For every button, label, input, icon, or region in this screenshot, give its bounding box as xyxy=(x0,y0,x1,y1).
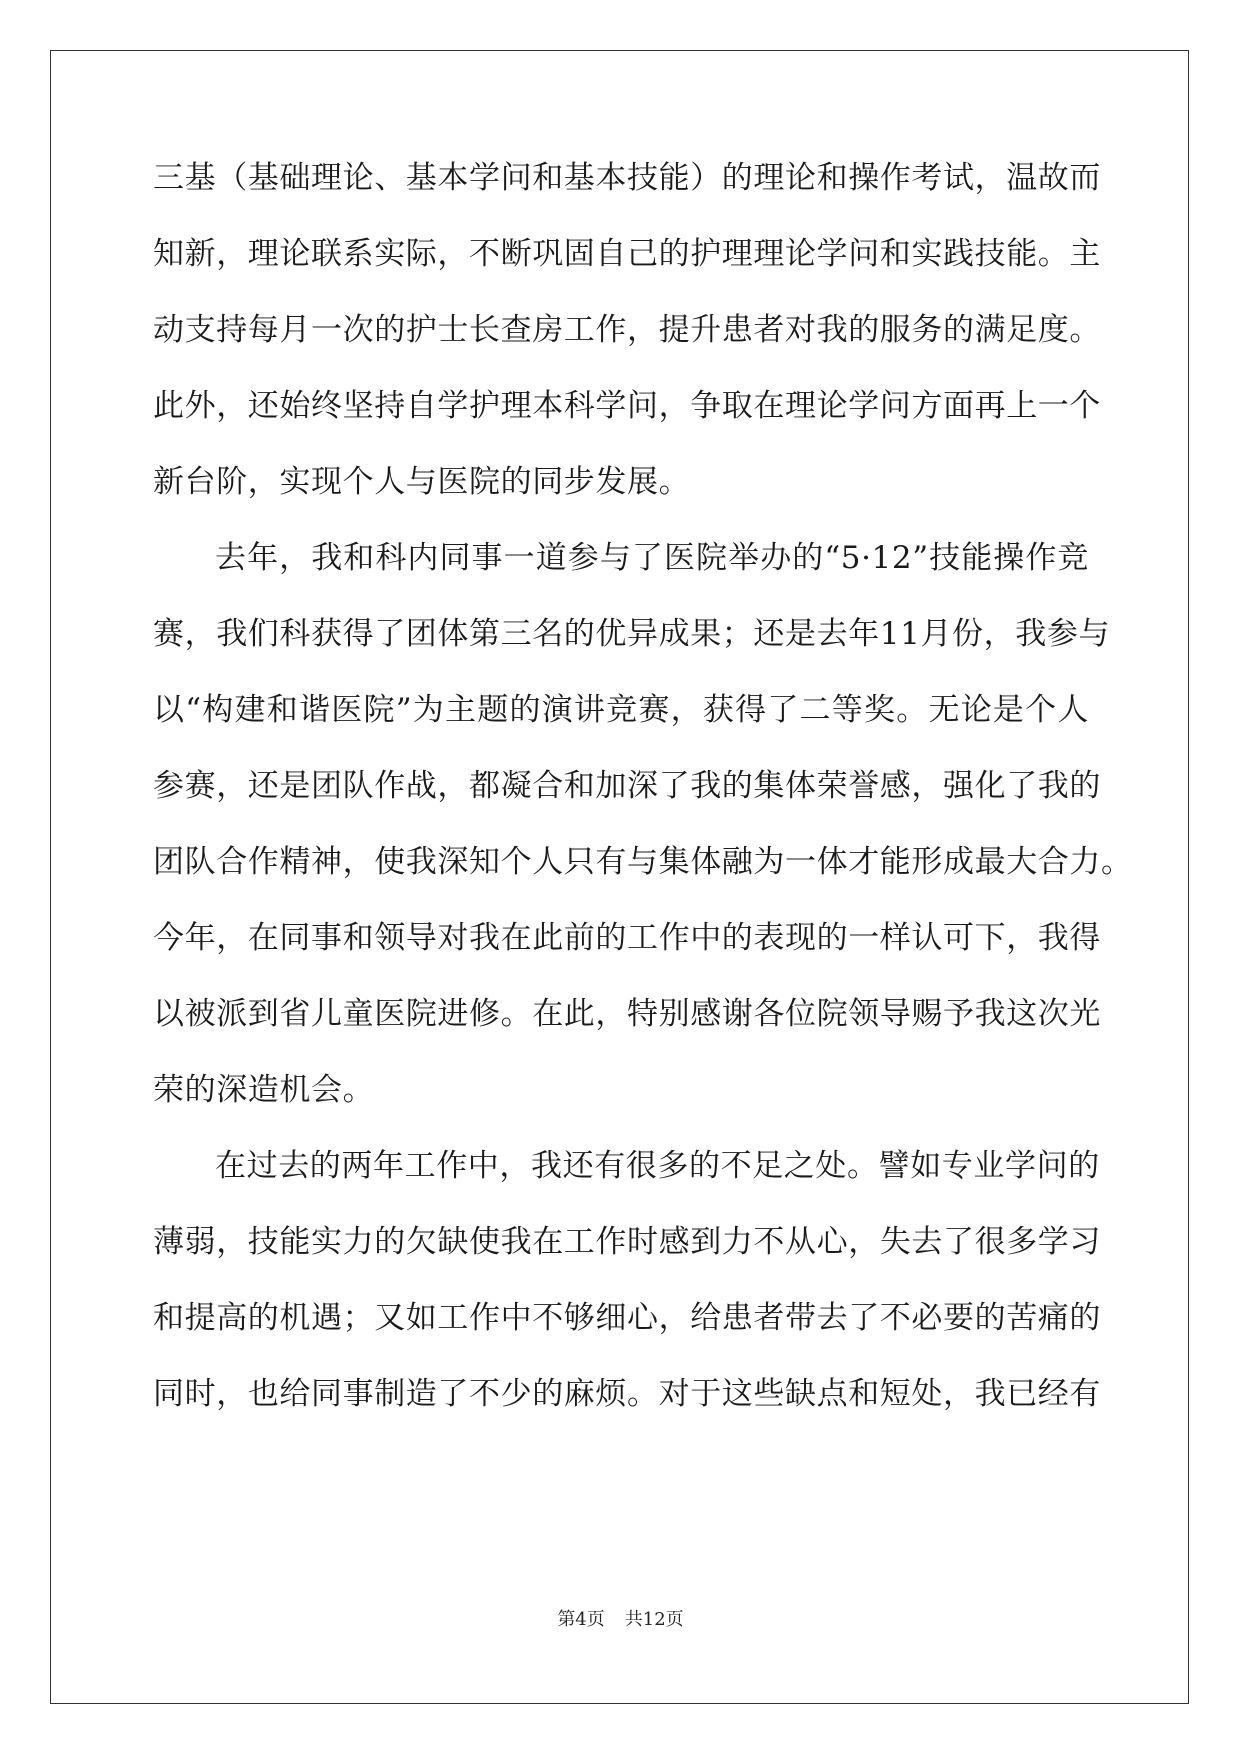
text-line: 薄弱，技能实力的欠缺使我在工作时感到力不从心，失去了很多学习 xyxy=(153,1224,1101,1260)
text-line: 以“构建和谐医院”为主题的演讲竞赛，获得了二等奖。无论是个人 xyxy=(153,692,1089,728)
text-line: 新台阶，实现个人与医院的同步发展。 xyxy=(153,464,691,500)
page-footer xyxy=(0,1605,1241,1631)
text-line: 知新，理论联系实际，不断巩固自己的护理理论学问和实践技能。主 xyxy=(153,236,1101,272)
paragraph-start-line: 在过去的两年工作中，我还有很多的不足之处。譬如专业学问的 xyxy=(215,1148,1100,1184)
text-line: 三基（基础理论、基本学问和基本技能）的理论和操作考试，温故而 xyxy=(153,160,1101,196)
text-line: 赛，我们科获得了团体第三名的优异成果；还是去年11月份，我参与 xyxy=(153,616,1111,652)
text-line: 同时，也给同事制造了不少的麻烦。对于这些缺点和短处，我已经有 xyxy=(153,1376,1101,1412)
document-body xyxy=(153,152,1133,1444)
page-number: 第4页 xyxy=(557,1609,605,1630)
text-line: 团队合作精神，使我深知个人只有与集体融为一体才能形成最大合力。 xyxy=(153,844,1133,880)
text-line: 荣的深造机会。 xyxy=(153,1072,375,1108)
text-line: 和提高的机遇；又如工作中不够细心，给患者带去了不必要的苦痛的 xyxy=(153,1300,1101,1336)
page-total: 共12页 xyxy=(624,1609,684,1630)
text-line: 今年，在同事和领导对我在此前的工作中的表现的一样认可下，我得 xyxy=(153,920,1101,956)
paragraph-start-line: 去年，我和科内同事一道参与了医院举办的“5·12”技能操作竞 xyxy=(215,540,1089,576)
text-line: 动支持每月一次的护士长查房工作，提升患者对我的服务的满足度。 xyxy=(153,312,1101,348)
text-line: 此外，还始终坚持自学护理本科学问，争取在理论学问方面再上一个 xyxy=(153,388,1101,424)
text-line: 以被派到省儿童医院进修。在此，特别感谢各位院领导赐予我这次光 xyxy=(153,996,1101,1032)
text-line: 参赛，还是团队作战，都凝合和加深了我的集体荣誉感，强化了我的 xyxy=(153,768,1101,804)
